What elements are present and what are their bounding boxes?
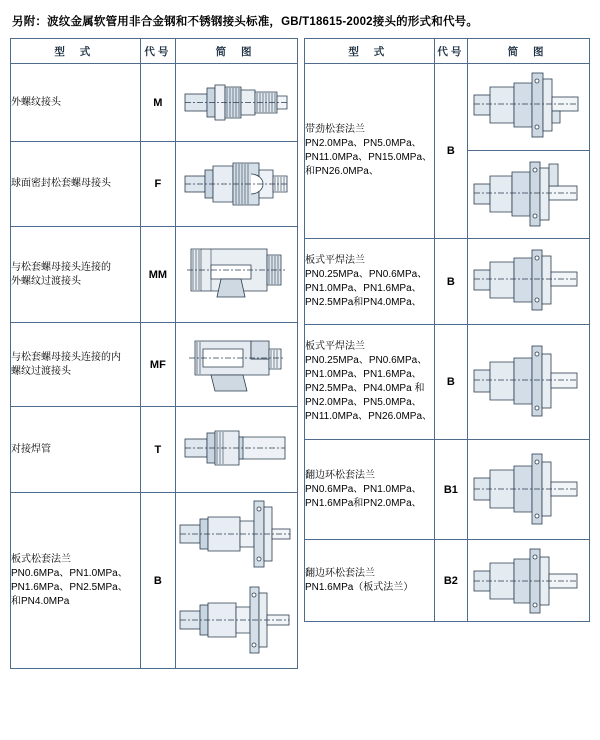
row-type-line: 外螺纹过渡接头	[11, 275, 81, 287]
row-code: MF	[140, 323, 175, 407]
row-type-line: 板式平焊法兰	[304, 254, 365, 266]
page-title: 另附：波纹金属软管用非合金钢和不锈钢接头标准，GB/T18615-2002接头的形式和代号。	[12, 16, 479, 28]
header-code: 代号	[140, 39, 175, 64]
table-row	[11, 493, 298, 669]
row-type-line: PN2.0MPa、PN5.0MPa、	[304, 138, 422, 149]
row-type-line: 板式平焊法兰	[304, 341, 365, 352]
external-thread-transition-icon	[181, 235, 293, 315]
row-code: B	[140, 493, 175, 669]
table-row	[11, 407, 298, 493]
row-type-line: PN1.6MPa和PN2.0MPa、	[304, 497, 422, 509]
row-figure-plate-flat-welding-flange-b	[468, 325, 590, 440]
reinforced-loose-flange-icon-a	[470, 67, 588, 147]
plate-loose-flange-icon-top	[178, 495, 296, 583]
row-type-line: PN0.25MPa、PN0.6MPa、	[304, 268, 428, 280]
row-code: B2	[434, 540, 467, 622]
row-type-label: 对接焊管	[11, 407, 141, 493]
row-type-line: PN0.6MPa、PN1.0MPa、	[304, 483, 422, 495]
row-type-label	[304, 540, 434, 622]
table-row	[11, 227, 298, 323]
row-type-line: PN1.0MPa、PN1.6MPa、	[304, 369, 422, 380]
tables-container	[10, 38, 590, 669]
row-type-label	[304, 325, 434, 440]
row-type-line: PN0.25MPa、PN0.6MPa、	[304, 355, 428, 366]
table-row	[11, 64, 298, 142]
row-figure-spherical-seal-union-nut	[176, 142, 298, 227]
right-spec-table	[304, 38, 590, 622]
row-code: B	[434, 64, 467, 239]
row-figure-reinforced-loose-flange-a	[468, 64, 590, 151]
row-figure-reinforced-loose-flange-b	[468, 151, 590, 239]
left-spec-table	[10, 38, 298, 669]
row-code: B	[434, 325, 467, 440]
plate-flat-welding-flange-icon-a	[470, 242, 588, 322]
right-table-header	[304, 39, 589, 64]
table-row	[304, 325, 589, 440]
lap-joint-flange-b1-icon	[470, 444, 588, 536]
row-type-label: 外螺纹接头	[11, 64, 141, 142]
header-type: 型 式	[11, 39, 141, 64]
row-type-line: PN0.6MPa、PN1.0MPa、	[11, 567, 128, 579]
plate-loose-flange-icon-bottom	[178, 583, 296, 667]
row-type-line: 翻边环松套法兰	[304, 567, 375, 579]
row-type-line: 翻边环松套法兰	[304, 469, 375, 481]
row-type-line: PN2.5MPa、PN4.0MPa 和	[304, 383, 425, 394]
row-type-line: PN2.5MPa和PN4.0MPa、	[304, 296, 422, 308]
header-figure: 简 图	[468, 39, 590, 64]
row-type-line: 和PN26.0MPa、	[304, 166, 379, 177]
male-thread-joint-icon	[181, 72, 293, 134]
row-type-line: PN11.0MPa、PN26.0MPa、	[304, 411, 433, 422]
header-code: 代号	[434, 39, 467, 64]
row-code: MM	[140, 227, 175, 323]
row-figure-lap-joint-flange-b1	[468, 440, 590, 540]
table-row	[304, 440, 589, 540]
row-type-label	[11, 323, 141, 407]
table-row	[11, 323, 298, 407]
row-type-line: 与松套螺母接头连接的内	[11, 351, 121, 363]
header-type: 型 式	[304, 39, 434, 64]
reinforced-loose-flange-icon-b	[470, 154, 588, 236]
lap-joint-flange-b2-icon	[470, 543, 588, 619]
table-row	[304, 64, 589, 151]
row-figure-internal-thread-transition	[176, 323, 298, 407]
row-type-label: 球面密封松套螺母接头	[11, 142, 141, 227]
row-type-line: PN1.0MPa、PN1.6MPa、	[304, 282, 422, 294]
row-type-label	[11, 227, 141, 323]
internal-thread-transition-icon	[181, 329, 293, 401]
row-type-line: PN1.6MPa（板式法兰）	[304, 581, 414, 593]
row-type-line: 螺纹过渡接头	[11, 365, 71, 377]
row-figure-male-thread-joint	[176, 64, 298, 142]
row-figure-plate-flat-welding-flange-a	[468, 239, 590, 325]
row-type-line: PN1.6MPa、PN2.5MPa、	[11, 581, 128, 593]
spherical-seal-union-nut-icon	[181, 152, 293, 216]
left-table-header	[11, 39, 298, 64]
row-code: F	[140, 142, 175, 227]
table-row	[304, 239, 589, 325]
row-figure-butt-weld-pipe	[176, 407, 298, 493]
row-type-label	[304, 440, 434, 540]
table-row	[304, 540, 589, 622]
plate-flat-welding-flange-icon-b	[470, 328, 588, 436]
row-figure-lap-joint-flange-b2	[468, 540, 590, 622]
header-figure: 简 图	[176, 39, 298, 64]
row-figure-external-thread-transition	[176, 227, 298, 323]
row-type-line: 与松套螺母接头连接的	[11, 261, 111, 273]
row-code: M	[140, 64, 175, 142]
butt-weld-pipe-icon	[181, 417, 293, 483]
row-type-line: PN2.0MPa、PN5.0MPa、	[304, 397, 422, 408]
row-type-line: 和PN4.0MPa	[11, 595, 70, 607]
row-type-label	[11, 493, 141, 669]
row-code: T	[140, 407, 175, 493]
row-type-line: 带劲松套法兰	[304, 124, 365, 135]
row-code: B	[434, 239, 467, 325]
row-type-line: 板式松套法兰	[11, 553, 71, 565]
row-type-line: PN11.0MPa、PN15.0MPa、	[304, 152, 433, 163]
row-type-label	[304, 239, 434, 325]
row-code: B1	[434, 440, 467, 540]
row-figure-plate-loose-flange	[176, 493, 298, 669]
table-row	[11, 142, 298, 227]
row-type-label	[304, 64, 434, 239]
